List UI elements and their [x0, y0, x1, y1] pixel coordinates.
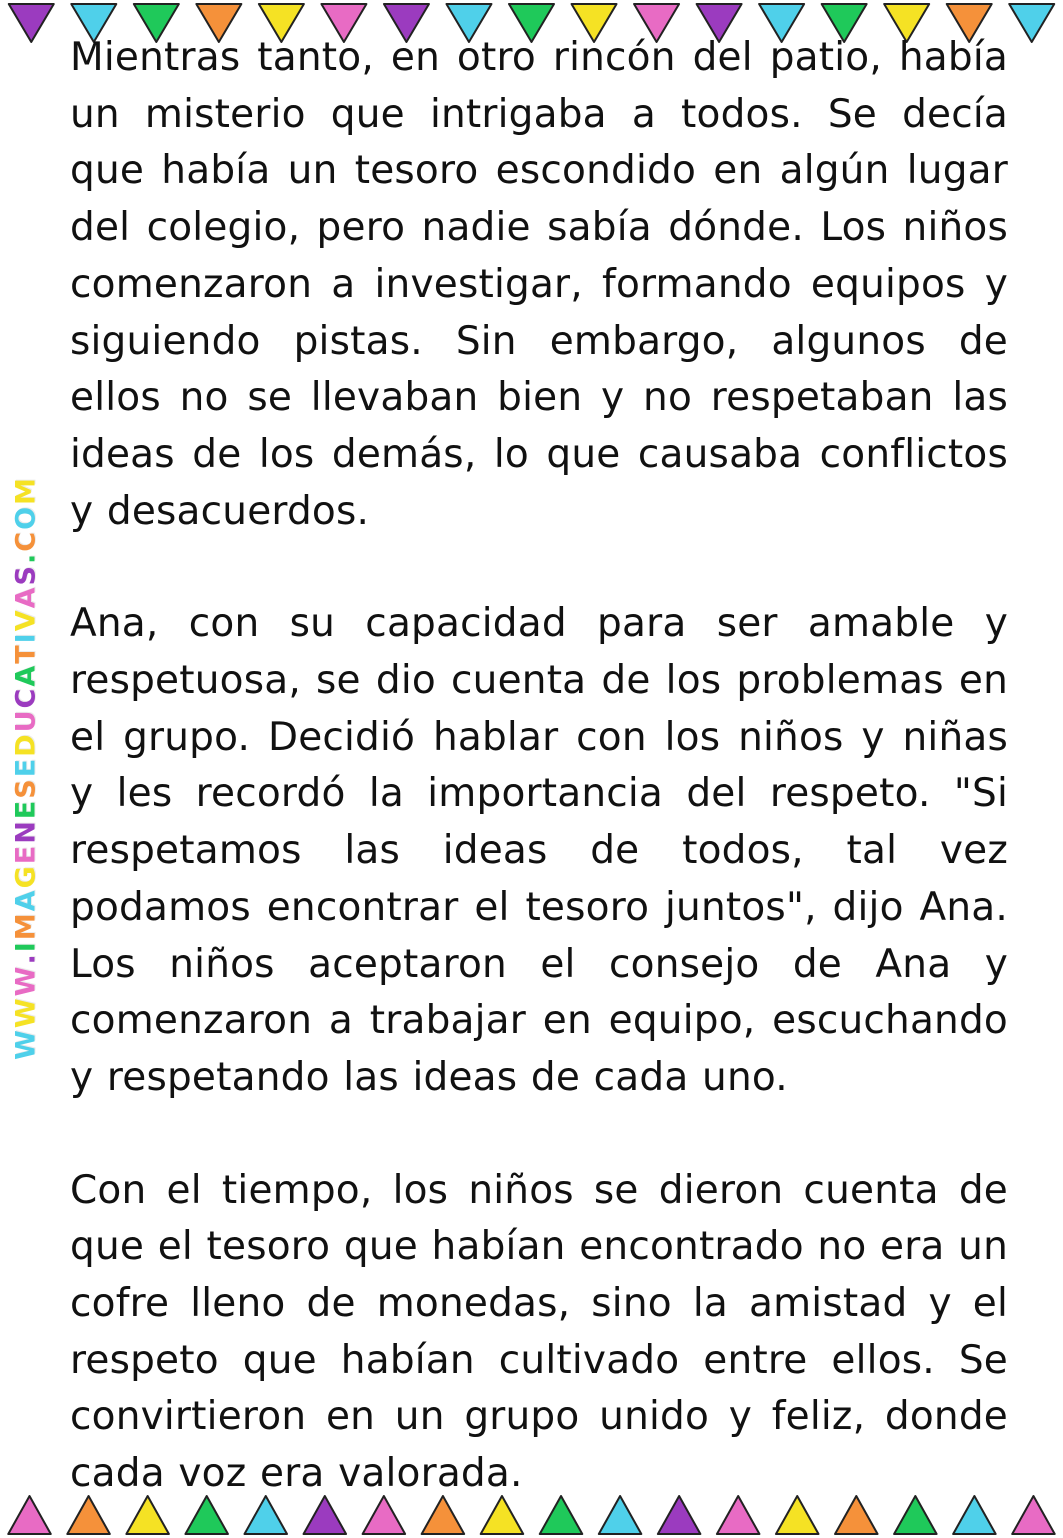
- watermark-letter: W: [10, 996, 42, 1029]
- watermark-letter: T: [10, 643, 42, 664]
- bunting-triangle: [540, 1496, 583, 1534]
- bunting-triangle: [9, 4, 54, 42]
- watermark-letter: C: [10, 686, 42, 709]
- bunting-triangle: [599, 1496, 642, 1534]
- website-watermark: [11, 476, 42, 1060]
- bunting-triangle: [835, 1496, 878, 1534]
- watermark-letter: S: [10, 564, 42, 586]
- watermark-letter: I: [10, 631, 42, 644]
- bunting-triangle: [422, 1496, 465, 1534]
- watermark-letter: C: [10, 529, 42, 552]
- bunting-triangle: [67, 1496, 110, 1534]
- watermark-letter: A: [10, 585, 42, 609]
- bottom-bunting-decoration: [0, 1488, 1063, 1538]
- paragraph-2: Ana, con su capacidad para ser amable y respetuosa, se dio cuenta de los problemas en el grupo. Decidió hablar con los niños y niñas y les recordó la importancia del respeto. "Si respetamos las ideas de todos, tal vez podamos encontrar el tesoro juntos", dijo Ana. Los niños aceptaron el consejo de Ana y comenzaron a trabajar en equipo, escuchando y respetando las ideas de cada uno.: [70, 601, 1008, 1100]
- bunting-triangle: [1012, 1496, 1055, 1534]
- watermark-letter: W: [10, 1028, 42, 1060]
- bunting-triangle: [185, 1496, 228, 1534]
- watermark-letter: E: [10, 756, 42, 778]
- watermark-letter: O: [10, 504, 42, 530]
- bunting-triangle: [363, 1496, 406, 1534]
- watermark-letter: E: [10, 798, 42, 820]
- paragraph-1: Mientras tanto, en otro rincón del patio, había un misterio que intrigaba a todos. Se decía que había un tesoro escondido en algún lugar del colegio, pero nadie sabía dónde. Los niños comenzaron a investigar, formando equipos y siguiendo pistas. Sin embargo, algunos de ellos no se llevaban bien y no respetaban las ideas de los demás, lo que causaba conflictos y desacuerdos.: [70, 35, 1008, 534]
- bunting-triangle: [717, 1496, 760, 1534]
- watermark-letter: U: [10, 708, 42, 733]
- bunting-triangle: [126, 1496, 169, 1534]
- story-text: [70, 30, 1008, 1503]
- bunting-triangle: [481, 1496, 524, 1534]
- bunting-triangle: [244, 1496, 287, 1534]
- watermark-letter: G: [10, 864, 42, 889]
- watermark-letter: M: [10, 476, 42, 505]
- bunting-triangle: [1009, 4, 1054, 42]
- bunting-triangle: [894, 1496, 937, 1534]
- watermark-letter: A: [10, 663, 42, 687]
- bunting-triangle: [304, 1496, 347, 1534]
- bunting-triangle: [658, 1496, 701, 1534]
- watermark-letter: .: [10, 952, 42, 965]
- watermark-letter: M: [10, 911, 42, 941]
- watermark-letter: S: [10, 777, 42, 799]
- watermark-letter: D: [10, 732, 42, 757]
- watermark-letter: E: [10, 843, 42, 865]
- watermark-letter: V: [10, 608, 42, 632]
- watermark-letter: I: [10, 940, 42, 953]
- watermark-letter: .: [10, 551, 42, 565]
- paragraph-3: Con el tiempo, los niños se dieron cuenta de que el tesoro que habían encontrado no era un cofre lleno de monedas, sino la amistad y el respeto que habían cultivado entre ellos. Se convirtieron en un grupo unido y feliz, donde cada voz era valorada.: [70, 1167, 1008, 1497]
- watermark-letter: W: [10, 964, 42, 997]
- bunting-triangle: [776, 1496, 819, 1534]
- bunting-triangle: [953, 1496, 996, 1534]
- bunting-triangle: [8, 1496, 51, 1534]
- watermark-letter: N: [10, 819, 42, 844]
- watermark-letter: A: [10, 888, 42, 912]
